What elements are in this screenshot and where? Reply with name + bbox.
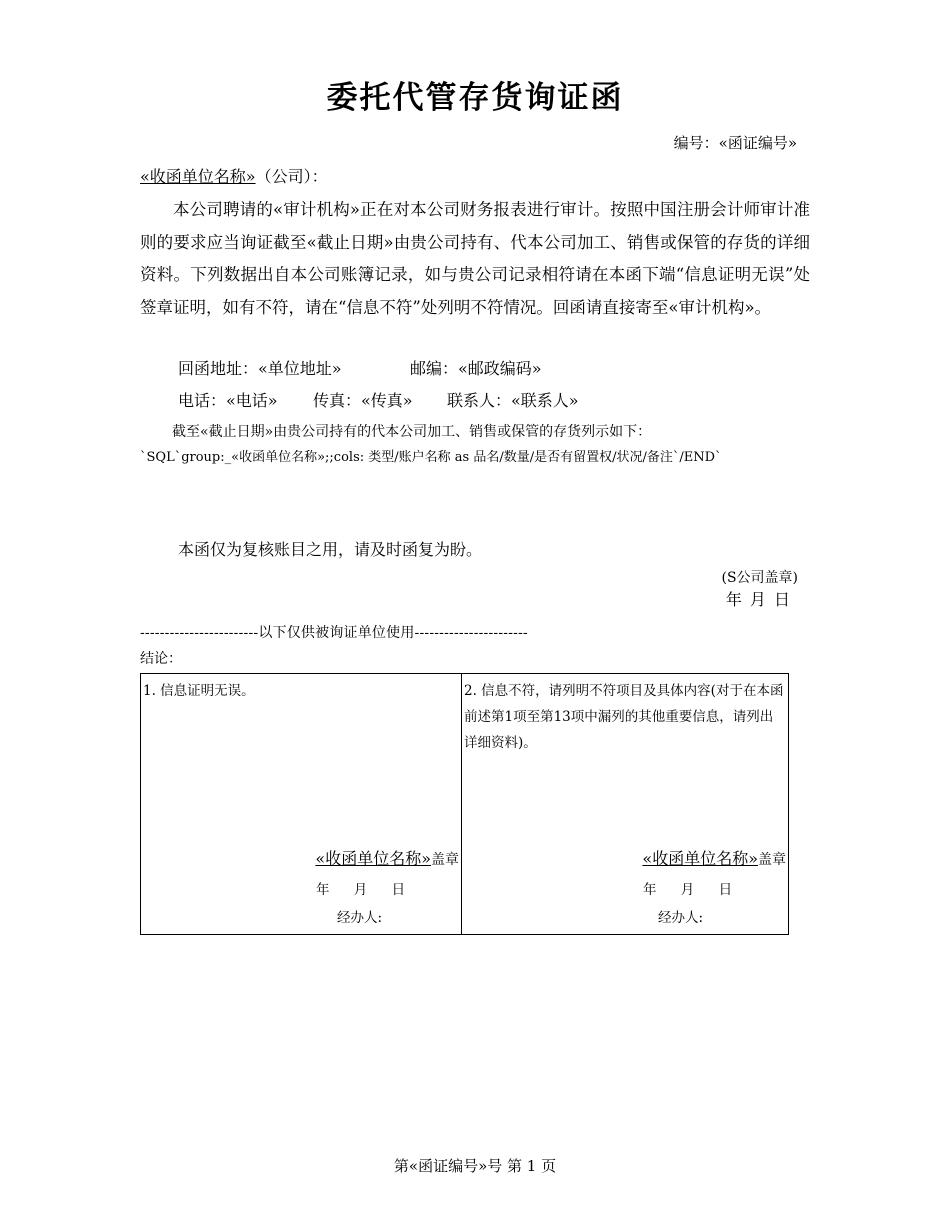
- response-table: [140, 673, 789, 935]
- fax: 传真：«传真»: [313, 391, 413, 410]
- addressee-name: «收函单位名称»: [140, 167, 256, 186]
- seal-date: 年 月 日: [725, 590, 790, 609]
- postcode: 邮编：«邮政编码»: [410, 359, 542, 378]
- contact-person: 联系人：«联系人»: [447, 391, 579, 410]
- document-number: 编号：«函证编号»: [673, 134, 797, 152]
- disagree-stamp-suffix: 盖章: [758, 852, 786, 868]
- confirm-stamp-name: «收函单位名称»: [315, 849, 431, 868]
- closing-sentence: 本函仅为复核账目之用，请及时函复为盼。: [178, 540, 483, 559]
- reply-address: 回函地址：«单位地址»: [178, 359, 342, 378]
- confirm-cell: [141, 674, 462, 935]
- page-footer: 第«函证编号»号 第 1 页: [393, 1157, 557, 1175]
- disagree-cell: [462, 674, 789, 935]
- conclusion-label: 结论：: [140, 651, 182, 667]
- inventory-intro: 截至«截止日期»由贵公司持有的代本公司加工、销售或保管的存货列示如下：: [172, 424, 652, 440]
- disagree-stamp-name: «收函单位名称»: [642, 849, 758, 868]
- company-seal: (S公司盖章): [721, 570, 798, 586]
- phone: 电话：«电话»: [178, 391, 278, 410]
- inventory-table-placeholder: `SQL`group:_«收函单位名称»;;cols: 类型/账户名称 as 品名/数量/是否有留置权/状况/备注`/END`: [140, 450, 722, 465]
- disagree-handler: 经办人:: [658, 910, 704, 926]
- confirm-handler: 经办人:: [337, 910, 383, 926]
- confirm-stamp-suffix: 盖章: [431, 852, 459, 868]
- confirm-stamp: [315, 846, 459, 869]
- confirm-date: 年 月 日: [316, 882, 406, 898]
- body-paragraph: 本公司聘请的«审计机构»正在对本公司财务报表进行审计。按照中国注册会计师审计准则的要求应当询证截至«截止日期»由贵公司持有、代本公司加工、销售或保管的存货的详细资料。下列数据出自本公司账簿记录，如与贵公司记录相符请在本函下端“信息证明无误”处签章证明，如有不符，请在“信息不符”处列明不符情况。回函请直接寄至«审计机构»。: [140, 200, 810, 317]
- disagree-text: 2. 信息不符，请列明不符项目及具体内容(对于在本函前述第1项至第13项中漏列的其他重要信息，请列出详细资料)。: [464, 683, 784, 751]
- addressee: [140, 164, 328, 187]
- disagree-stamp: [642, 846, 786, 869]
- confirm-text: 1. 信息证明无误。: [143, 683, 255, 699]
- page-title: 委托代管存货询证函: [326, 80, 624, 116]
- section-divider: ------------------------以下仅供被询证单位使用-----------------------: [140, 625, 528, 641]
- disagree-date: 年 月 日: [643, 882, 733, 898]
- addressee-suffix: （公司）：: [255, 167, 328, 186]
